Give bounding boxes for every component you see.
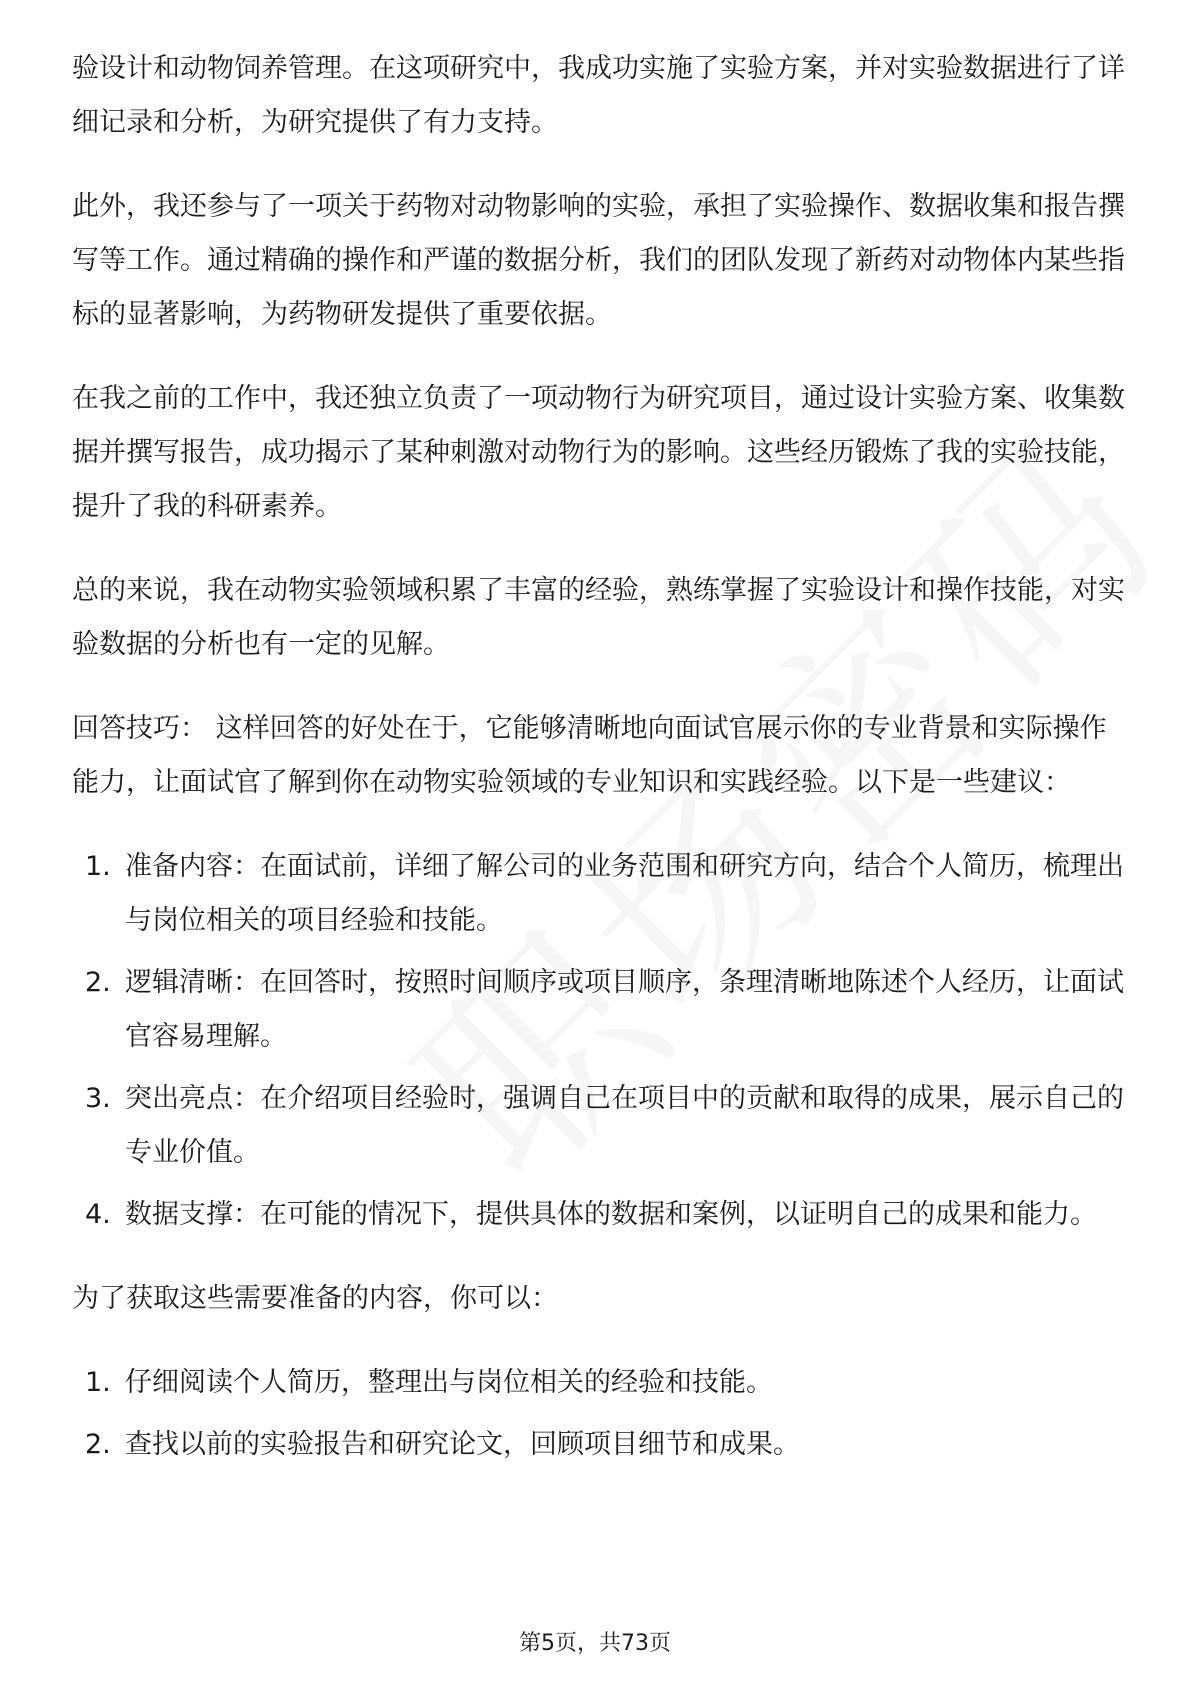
page-footer: 第5页，共73页 [519, 1631, 671, 1656]
paragraph-experience-1: 验设计和动物饲养管理。在这项研究中，我成功实施了实验方案，并对实验数据进行了详细记录和分析，为研究提供了有力支持。 [72, 53, 1125, 138]
list-item [72, 1072, 1132, 1180]
list-number: 3. [85, 1083, 111, 1114]
list-number: 2. [85, 1429, 111, 1460]
list-item-text: 逻辑清晰：在回答时，按照时间顺序或项目顺序，条理清晰地陈述个人经历，让面试官容易理解。 [125, 967, 1124, 1052]
prep-steps-list [72, 1356, 1132, 1472]
document-body [72, 42, 1132, 1502]
list-item [72, 1356, 1132, 1410]
paragraph-summary: 总的来说，我在动物实验领域积累了丰富的经验，熟练掌握了实验设计和操作技能，对实验数据的分析也有一定的见解。 [72, 575, 1125, 660]
list-number: 1. [85, 1367, 111, 1398]
paragraph-experience-3: 在我之前的工作中，我还独立负责了一项动物行为研究项目，通过设计实验方案、收集数据并撰写报告，成功揭示了某种刺激对动物行为的影响。这些经历锻炼了我的实验技能，提升了我的科研素养。 [72, 383, 1125, 522]
list-number: 4. [85, 1199, 111, 1230]
list-item [72, 1188, 1132, 1242]
list-item-text: 仔细阅读个人简历，整理出与岗位相关的经验和技能。 [125, 1367, 773, 1398]
list-item [72, 1418, 1132, 1472]
list-item [72, 956, 1132, 1064]
list-item-text: 查找以前的实验报告和研究论文，回顾项目细节和成果。 [125, 1429, 800, 1460]
paragraph-answer-tips: 回答技巧： 这样回答的好处在于，它能够清晰地向面试官展示你的专业背景和实际操作能力，让面试官了解到你在动物实验领域的专业知识和实践经验。以下是一些建议： [72, 713, 1107, 798]
tips-list [72, 840, 1132, 1242]
list-number: 2. [85, 967, 111, 998]
list-item-text: 准备内容：在面试前，详细了解公司的业务范围和研究方向，结合个人简历，梳理出与岗位相关的项目经验和技能。 [125, 851, 1124, 936]
list-number: 1. [85, 851, 111, 882]
list-item [72, 840, 1132, 948]
paragraph-prep-intro: 为了获取这些需要准备的内容，你可以： [72, 1283, 558, 1314]
paragraph-experience-2: 此外，我还参与了一项关于药物对动物影响的实验，承担了实验操作、数据收集和报告撰写等工作。通过精确的操作和严谨的数据分析，我们的团队发现了新药对动物体内某些指标的显著影响，为药物研发提供了重要依据。 [72, 191, 1125, 330]
list-item-text: 数据支撑：在可能的情况下，提供具体的数据和案例，以证明自己的成果和能力。 [125, 1199, 1097, 1230]
list-item-text: 突出亮点：在介绍项目经验时，强调自己在项目中的贡献和取得的成果，展示自己的专业价值。 [125, 1083, 1124, 1168]
